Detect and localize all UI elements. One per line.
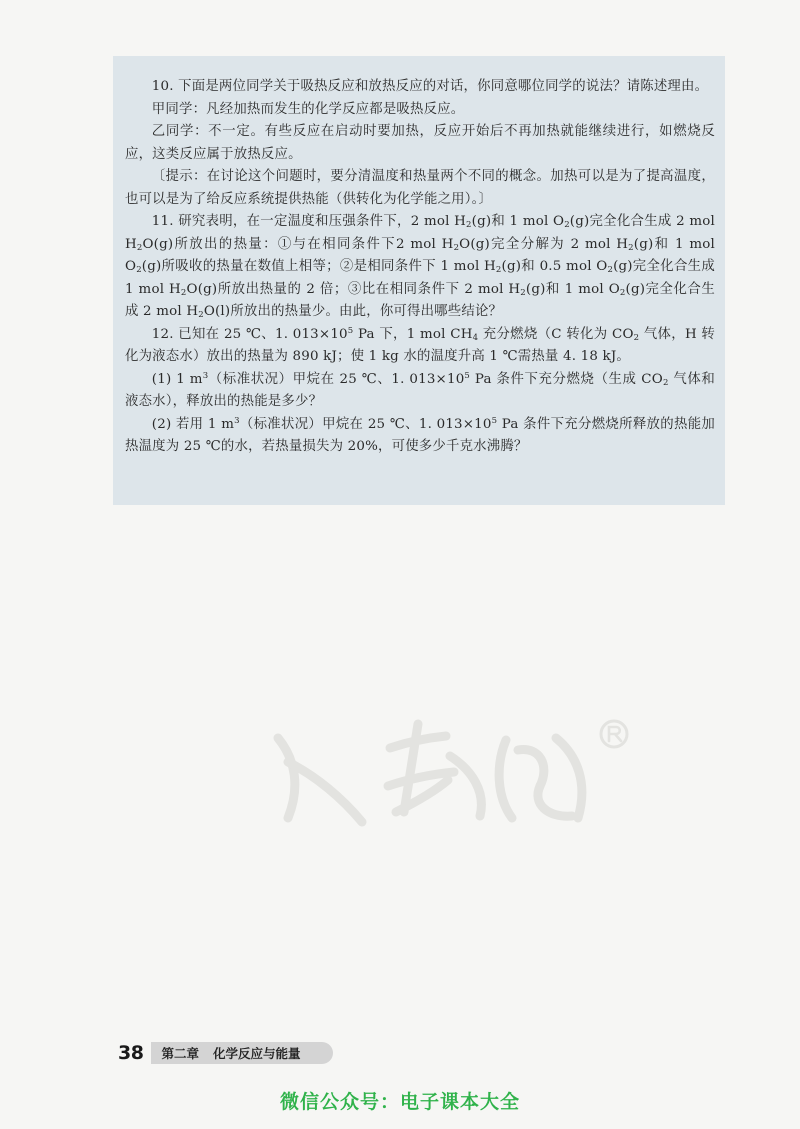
exercise-11: 11. 研究表明，在一定温度和压强条件下，2 mol $H_2(g)$和 1 mol $O_2(g)$完全化合生成 2 mol $H_2O(g)$所放出的热量：①与在相同条件下2 mol $H_2O(g)$完全分解为 2 mol $H_2(g)$和 1 mol $O_2(g)$所吸收的热量在数值上相等；②是相同条件下 1 mol $H_2(g)$和 0.5 mol $O_2(g)$完全化合生成 1 mol $H_2O(g)$所放出热量的 2 倍；③比在相同条件下 2 mol $H_2(g)$和 1 mol $O_2(g)$完全化合生成 2 mol $H_2O(l)$所放出的热量少。由此，你可得出哪些结论？: [125, 214, 715, 320]
chapter-tab: [151, 1042, 333, 1064]
publisher-logo-icon: [250, 700, 650, 840]
chapter-number: 第二章: [161, 1046, 199, 1061]
page-footer: [118, 1041, 333, 1065]
exercise-10-student-b: 乙同学：不一定。有些反应在启动时要加热，反应开始后不再加热就能继续进行，如燃烧反应，这类反应属于放热反应。: [125, 124, 715, 162]
exercise-12-part-2: (2) 若用 1 $m^3$（标准状况）甲烷在 25 ℃、1. $013\times 10^5$ Pa 条件下充分燃烧所释放的热能加热温度为 25 ℃的水，若热量损失为 20%，可使多少千克水沸腾？: [125, 415, 715, 454]
chapter-title: 化学反应与能量: [212, 1046, 301, 1061]
exercise-12: 12. 已知在 25 ℃、1. $013\times 10^5$ Pa 下，1 mol $CH_4$ 充分燃烧（C 转化为 $CO_2$ 气体，H 转化为液态水）放出的热量为 890 kJ；使 1 kg 水的温度升高 1 ℃需热量 4. 18 kJ。: [125, 325, 716, 364]
exercise-10-student-a: 甲同学：凡经加热而发生的化学反应都是吸热反应。: [151, 101, 465, 117]
exercise-10-question: 10. 下面是两位同学关于吸热反应和放热反应的对话，你同意哪位同学的说法？请陈述理由。: [151, 79, 709, 94]
wechat-account-banner: 微信公众号：电子课本大全: [279, 1091, 520, 1113]
exercise-10-hint: 〔提示：在讨论这个问题时，要分清温度和热量两个不同的概念。加热可以是为了提高温度，也可以是为了给反应系统提供热能（供转化为化学能之用）。〕: [125, 169, 715, 207]
exercise-12-part-1: (1) 1 $m^3$（标准状况）甲烷在 25 ℃、1. $013\times 10^5$ Pa 条件下充分燃烧（生成 $CO_2$ 气体和液态水），释放出的热能是多少？: [125, 370, 715, 409]
exercise-box: [113, 56, 725, 505]
page-number: 38: [118, 1042, 144, 1064]
